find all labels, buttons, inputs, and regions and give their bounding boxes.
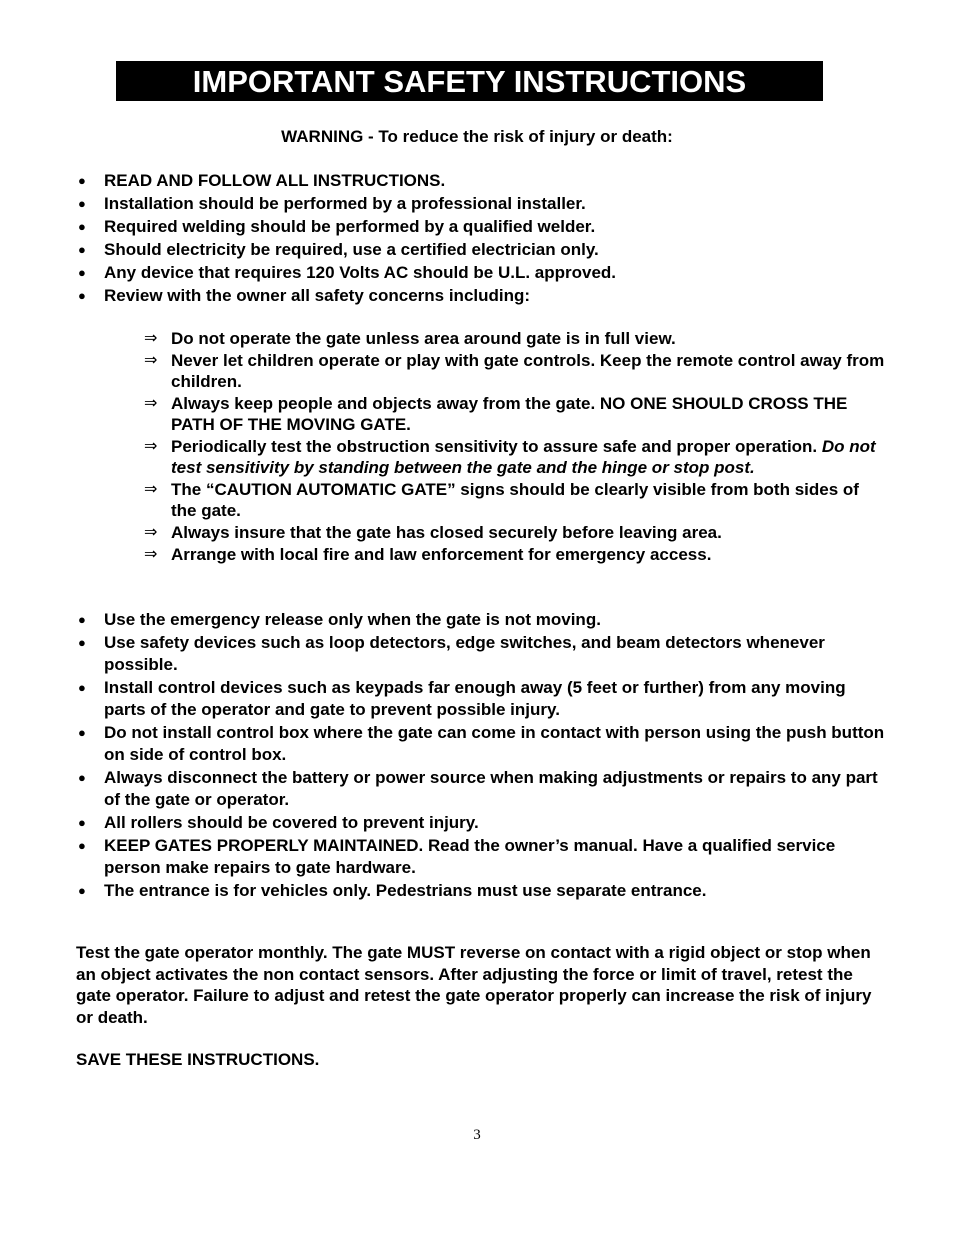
list-item: [76, 239, 886, 261]
list-item-text: Do not install control box where the gate can come in contact with person using the push button on side of control box.: [104, 723, 885, 764]
arrow-icon: ⇒: [144, 481, 158, 498]
list-item-text: Installation should be performed by a professional installer.: [104, 194, 586, 213]
list-item: [76, 632, 886, 676]
list-item: [76, 677, 886, 721]
bullet-icon: ●: [78, 173, 86, 188]
list-item: [76, 285, 886, 307]
bullet-icon: ●: [78, 815, 86, 830]
list-item: [76, 767, 886, 811]
sub-item-text: Always keep people and objects away from the gate. NO ONE SHOULD CROSS THE PATH OF THE MOVING GATE.: [171, 394, 848, 434]
list-item-text: Use the emergency release only when the gate is not moving.: [104, 610, 601, 629]
sub-list-item: [144, 436, 889, 478]
sub-item-text: Do not operate the gate unless area around gate is in full view.: [171, 329, 676, 348]
list-item: [76, 216, 886, 238]
list-item: [76, 609, 886, 631]
sub-list-item: [144, 544, 889, 565]
bullet-icon: ●: [78, 612, 86, 627]
bullet-icon: ●: [78, 838, 86, 853]
sub-item-italic-note: Do not test sensitivity by standing between the gate and the hinge or stop post.: [171, 437, 876, 477]
warning-heading: WARNING - To reduce the risk of injury or death:: [281, 127, 673, 146]
list-item-text: Should electricity be required, use a certified electrician only.: [104, 240, 599, 259]
list-item: [76, 170, 886, 192]
sub-list-item: [144, 393, 889, 435]
bullet-icon: ●: [78, 219, 86, 234]
sub-item-text: Never let children operate or play with gate controls. Keep the remote control away from children.: [171, 351, 885, 391]
list-item: [76, 812, 886, 834]
list-item-text: Any device that requires 120 Volts AC should be U.L. approved.: [104, 263, 617, 282]
sub-item-text: The “CAUTION AUTOMATIC GATE” signs should be clearly visible from both sides of the gate.: [171, 480, 859, 520]
sub-item-text: Periodically test the obstruction sensitivity to assure safe and proper operation.: [171, 437, 818, 456]
arrow-icon: ⇒: [144, 438, 158, 455]
list-item: [76, 722, 886, 766]
arrow-icon: ⇒: [144, 352, 158, 369]
list-item-text: The entrance is for vehicles only. Pedestrians must use separate entrance.: [104, 881, 707, 900]
sub-list-item: [144, 479, 889, 521]
list-item-text: Required welding should be performed by a qualified welder.: [104, 217, 596, 236]
page-number: 3: [473, 1127, 481, 1143]
save-instructions-note: SAVE THESE INSTRUCTIONS.: [76, 1050, 320, 1069]
list-item: [76, 880, 886, 902]
list-item: [76, 262, 886, 284]
monthly-test-paragraph: Test the gate operator monthly. The gate MUST reverse on contact with a rigid object or stop when an object activates the non contact sensors. After adjusting the force or limit of travel, retest the gate operator. Failure to adjust and retest the gate operator properly can increase the risk of injury or death.: [76, 943, 872, 1027]
safety-bullet-list-top: [76, 170, 886, 308]
list-item-text: KEEP GATES PROPERLY MAINTAINED. Read the owner’s manual. Have a qualified service person make repairs to gate hardware.: [104, 836, 836, 877]
bullet-icon: ●: [78, 288, 86, 303]
bullet-icon: ●: [78, 635, 86, 650]
bullet-icon: ●: [78, 265, 86, 280]
sub-list-item: [144, 328, 889, 349]
list-item-text: Always disconnect the battery or power source when making adjustments or repairs to any part of the gate or operator.: [104, 768, 878, 809]
bullet-icon: ●: [78, 196, 86, 211]
arrow-icon: ⇒: [144, 546, 158, 563]
sub-list-item: [144, 522, 889, 543]
list-item: [76, 193, 886, 215]
list-item-text: Review with the owner all safety concerns including:: [104, 286, 531, 305]
sub-item-text: Arrange with local fire and law enforcement for emergency access.: [171, 545, 712, 564]
bullet-icon: ●: [78, 242, 86, 257]
safety-bullet-list-bottom: [76, 609, 886, 903]
list-item-text: Install control devices such as keypads far enough away (5 feet or further) from any moving parts of the operator and gate to prevent possible injury.: [104, 678, 846, 719]
arrow-icon: ⇒: [144, 330, 158, 347]
list-item: [76, 835, 886, 879]
bullet-icon: ●: [78, 883, 86, 898]
list-item-text: READ AND FOLLOW ALL INSTRUCTIONS.: [104, 171, 446, 190]
bullet-icon: ●: [78, 770, 86, 785]
bullet-icon: ●: [78, 725, 86, 740]
sub-item-text: Always insure that the gate has closed securely before leaving area.: [171, 523, 722, 542]
arrow-icon: ⇒: [144, 395, 158, 412]
arrow-icon: ⇒: [144, 524, 158, 541]
safety-concerns-sublist: [144, 328, 889, 566]
page-title: IMPORTANT SAFETY INSTRUCTIONS: [116, 61, 823, 101]
sub-list-item: [144, 350, 889, 392]
bullet-icon: ●: [78, 680, 86, 695]
list-item-text: Use safety devices such as loop detectors, edge switches, and beam detectors whenever possible.: [104, 633, 825, 674]
list-item-text: All rollers should be covered to prevent injury.: [104, 813, 479, 832]
